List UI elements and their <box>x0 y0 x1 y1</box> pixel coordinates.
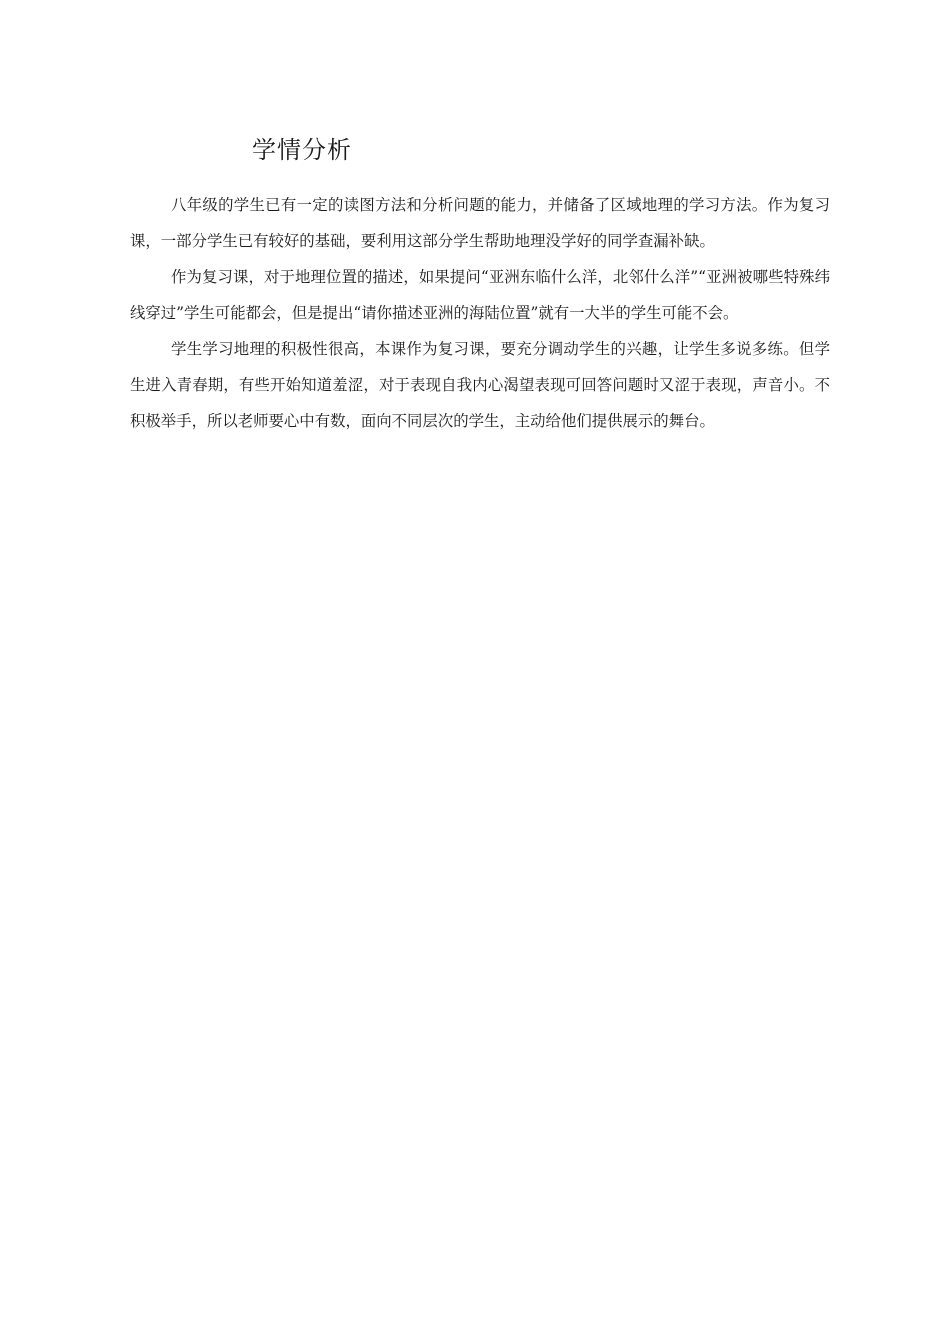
paragraph-3: 学生学习地理的积极性很高，本课作为复习课，要充分调动学生的兴趣，让学生多说多练。但学生进入青春期，有些开始知道羞涩，对于表现自我内心渴望表现可回答问题时又涩于表现，声音小。不积极举手，所以老师要心中有数，面向不同层次的学生，主动给他们提供展示的舞台。 <box>130 340 830 430</box>
paragraph-2: 作为复习课，对于地理位置的描述，如果提问“亚洲东临什么洋，北邻什么洋”“亚洲被哪些特殊纬线穿过”学生可能都会，但是提出“请你描述亚洲的海陆位置”就有一大半的学生可能不会。 <box>130 268 830 322</box>
page-title: 学情分析 <box>252 136 352 164</box>
paragraph-1: 八年级的学生已有一定的读图方法和分析问题的能力，并储备了区域地理的学习方法。作为复习课，一部分学生已有较好的基础，要利用这部分学生帮助地理没学好的同学查漏补缺。 <box>130 196 830 250</box>
document-body <box>130 187 830 439</box>
